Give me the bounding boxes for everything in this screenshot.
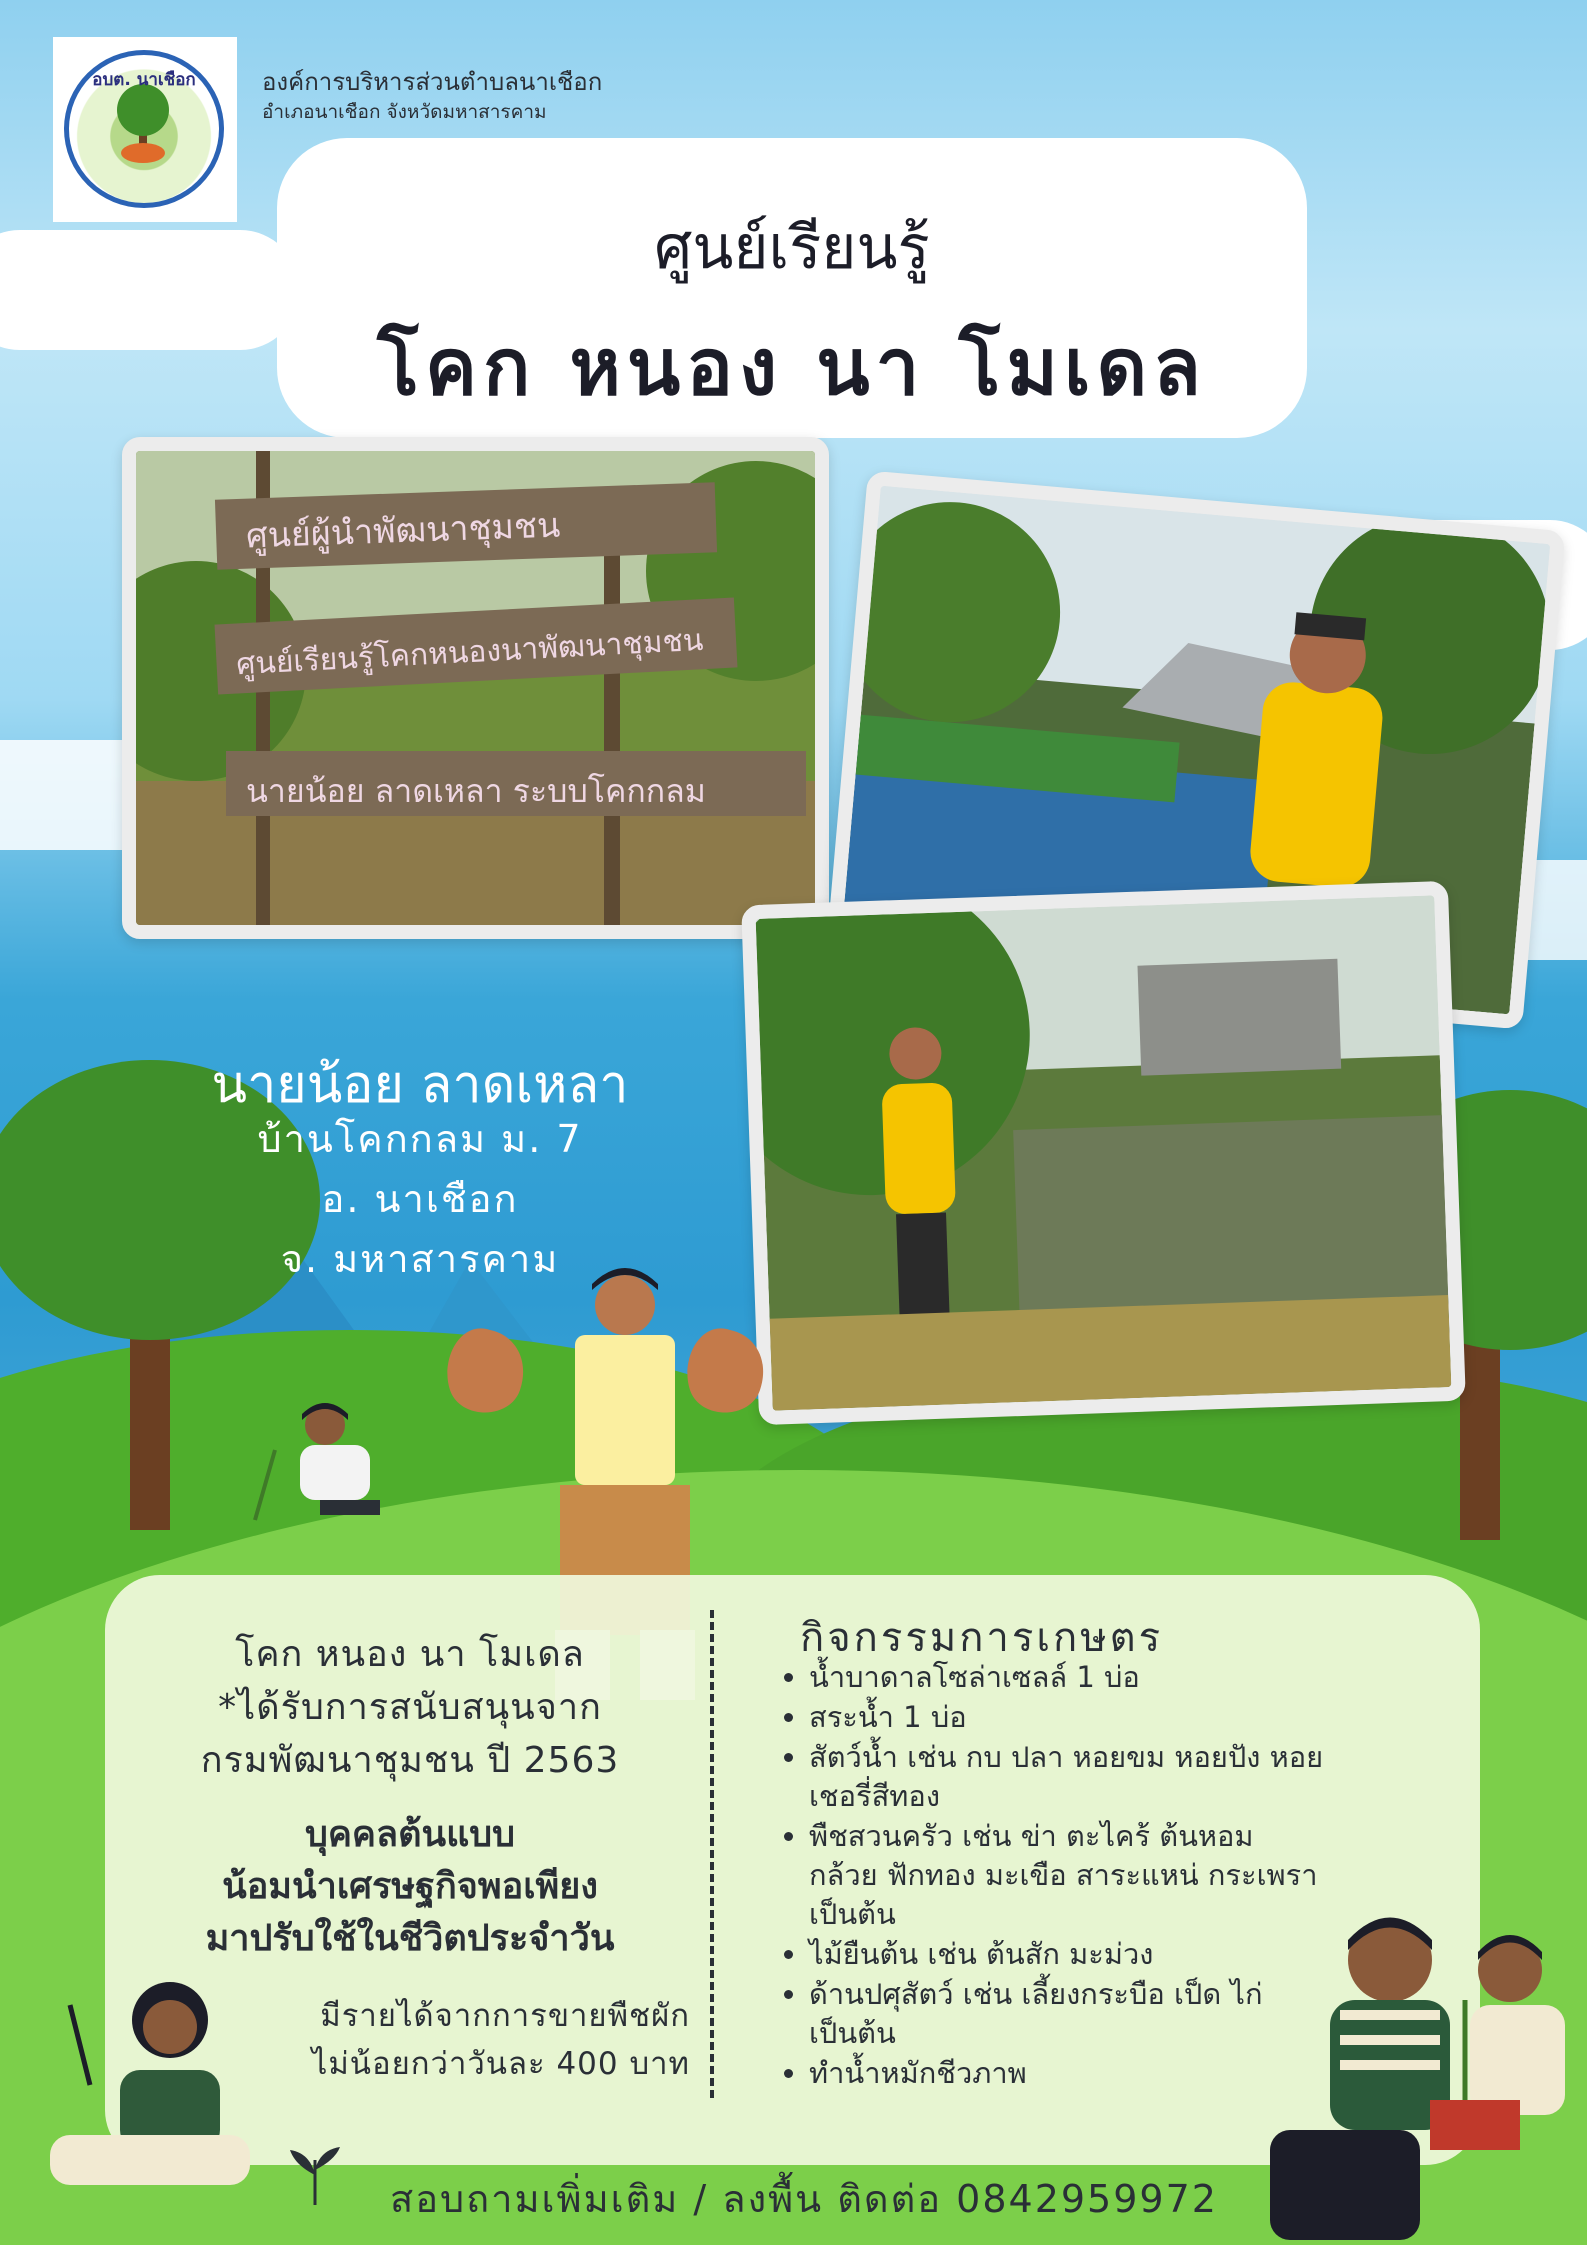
person-address-1: บ้านโคกกลม ม. 7 [257,1117,583,1161]
sign-text-3: นายน้อย ลาดเหลา ระบบโคกกลม [246,772,706,810]
title-line-1: ศูนย์เรียนรู้ [654,213,930,283]
support-line-2: กรมพัฒนาชุมชน ปี 2563 [200,1740,620,1781]
activity-item: • ทำน้ำหมักชีวภาพ [809,2054,1329,2093]
activity-item: • ด้านปศุสัตว์ เช่น เลี้ยงกระบือ เป็ด ไก่ เป็นต้น [809,1975,1329,2053]
role-line-2: น้อมนำเศรษฐกิจพอเพียง [222,1866,598,1907]
activities-list [785,1658,1329,2094]
role-line-1: บุคคลต้นแบบ [305,1814,515,1855]
contact-info: สอบถามเพิ่มเติม / ลงพื้น ติดต่อ 0842959972 [390,2177,1218,2221]
person-name: นายน้อย ลาดเหลา [211,1055,629,1115]
activities-title: กิจกรรมการเกษตร [800,1615,1164,1661]
feeding-scene [756,895,1452,1410]
sign-text-1: ศูนย์ผู้นำพัฒนาชุมชน [245,505,561,557]
org-address: อำเภอนาเชือก จังหวัดมหาสารคาม [262,101,547,123]
person-address-2: อ. นาเชือก [321,1177,519,1221]
sprout-icon [280,2145,350,2215]
org-name: องค์การบริหารส่วนตำบลนาเชือก [262,68,603,96]
logo-text: อบต. นาเชือก [92,70,196,90]
income-line-2: ไม่น้อยกว่าวันละ 400 บาท [311,2046,690,2082]
activity-item: • สระน้ำ 1 บ่อ [809,1698,1329,1737]
role-line-3: มาปรับใช้ในชีวิตประจำวัน [205,1918,615,1959]
title-line-2: โคก หนอง นา โมเดล [377,322,1207,413]
gardeners-illustration [1250,1900,1587,2245]
photo-signboard [122,437,829,939]
activity-item: • พืชสวนครัว เช่น ข่า ตะไคร้ ต้นหอม กล้วย ฟักทอง มะเขือ สาระแหน่ กระเพรา เป็นต้น [809,1817,1329,1934]
activity-item: • ไม้ยืนต้น เช่น ต้นสัก มะม่วง [809,1935,1329,1974]
model-name: โคก หนอง นา โมเดล [235,1634,585,1675]
activity-item: • สัตว์น้ำ เช่น กบ ปลา หอยขม หอยปัง หอยเชอรี่สีทอง [809,1738,1329,1816]
girl-illustration [20,1975,280,2205]
cloud [0,230,300,350]
panel-divider [710,1610,714,2098]
activity-item: • น้ำบาดาลโซล่าเซลล์ 1 บ่อ [809,1658,1329,1697]
support-line-1: *ได้รับการสนับสนุนจาก [218,1687,602,1728]
sign-text-2: ศูนย์เรียนรู้โคกหนองนาพัฒนาชุมชน [235,622,705,683]
income-line-1: มีรายได้จากการขายพืชผัก [320,1998,690,2034]
child-illustration [240,1400,400,1540]
person-address-3: จ. มหาสารคาม [280,1237,560,1281]
photo-pond-feeding [741,881,1466,1425]
